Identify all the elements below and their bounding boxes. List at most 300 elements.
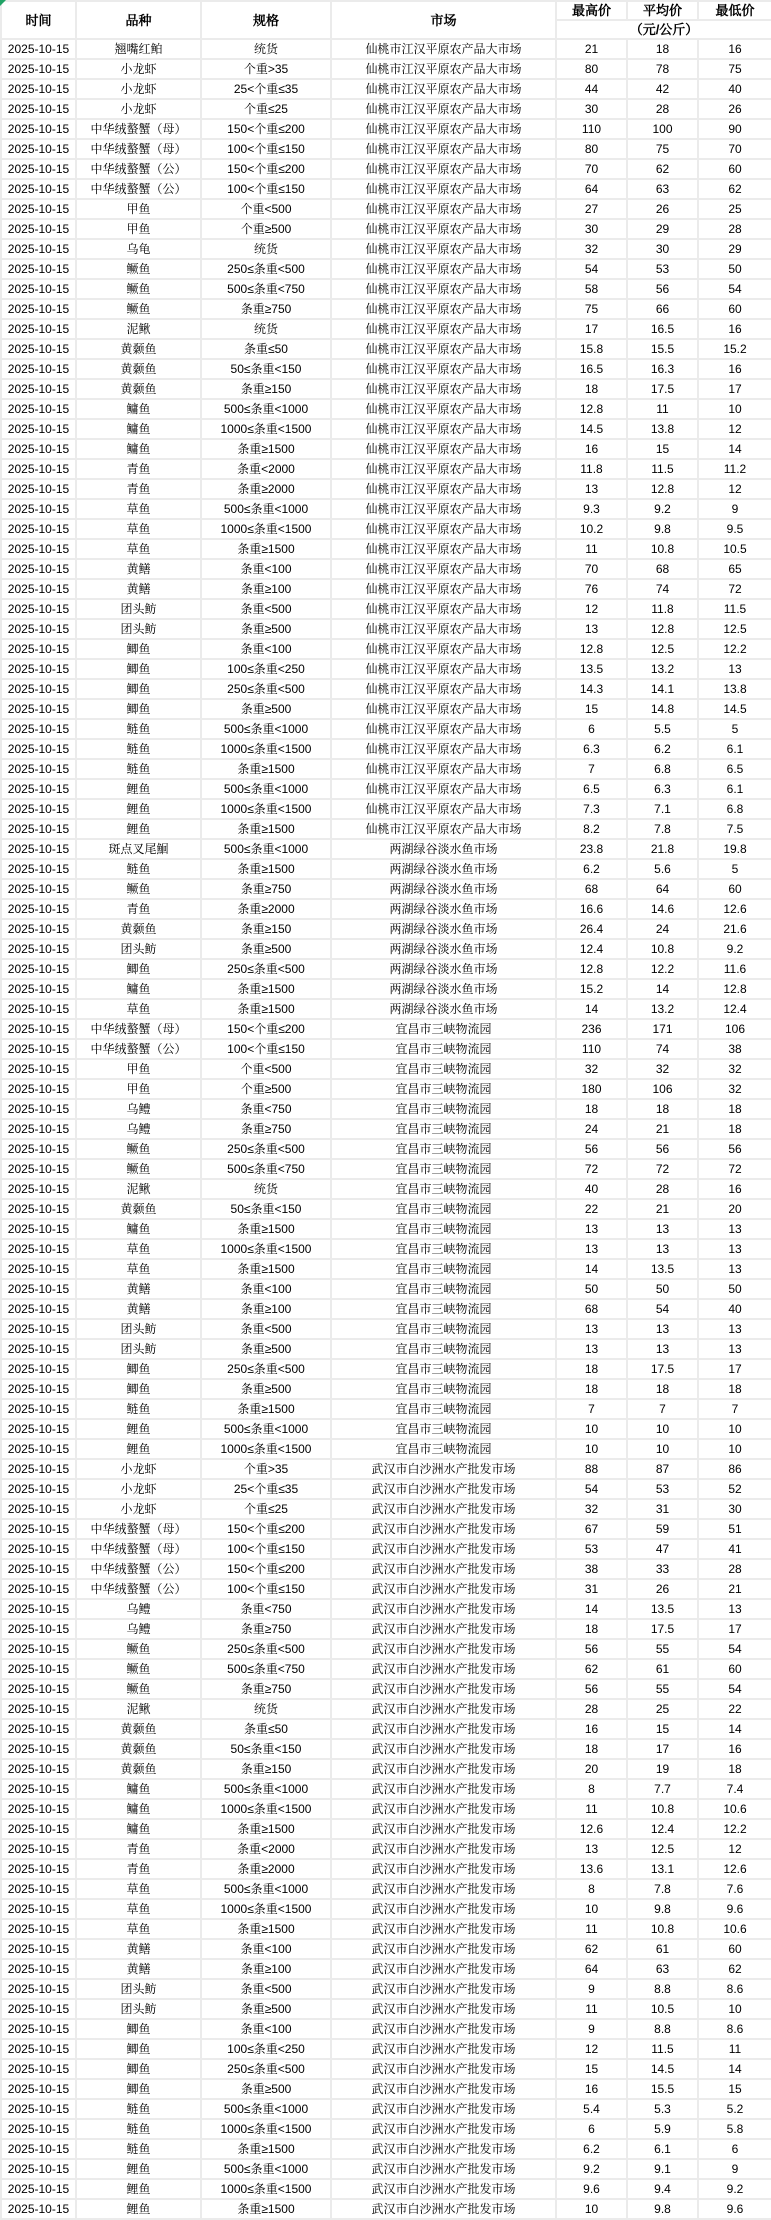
- cell-spec: 100<个重≤150: [201, 1579, 331, 1599]
- cell-variety: 小龙虾: [76, 79, 201, 99]
- cell-date: 2025-10-15: [1, 939, 76, 959]
- cell-avg-price: 13: [627, 1319, 698, 1339]
- cell-market: 武汉市白沙洲水产批发市场: [331, 2139, 556, 2159]
- cell-avg-price: 55: [627, 1639, 698, 1659]
- cell-market: 仙桃市江汉平原农产品大市场: [331, 319, 556, 339]
- cell-spec: 条重<2000: [201, 1839, 331, 1859]
- table-row: [1, 1539, 771, 1559]
- cell-avg-price: 8.8: [627, 2019, 698, 2039]
- cell-high-price: 6.2: [556, 859, 627, 879]
- cell-low-price: 13.8: [698, 679, 771, 699]
- cell-date: 2025-10-15: [1, 1059, 76, 1079]
- cell-variety: 中华绒螯蟹（公）: [76, 179, 201, 199]
- cell-high-price: 68: [556, 879, 627, 899]
- cell-spec: 统货: [201, 319, 331, 339]
- cell-market: 仙桃市江汉平原农产品大市场: [331, 159, 556, 179]
- cell-date: 2025-10-15: [1, 1439, 76, 1459]
- cell-high-price: 7: [556, 1399, 627, 1419]
- cell-avg-price: 18: [627, 1379, 698, 1399]
- cell-market: 仙桃市江汉平原农产品大市场: [331, 419, 556, 439]
- cell-variety: 鳙鱼: [76, 419, 201, 439]
- cell-avg-price: 12.2: [627, 959, 698, 979]
- cell-market: 宜昌市三峡物流园: [331, 1439, 556, 1459]
- cell-market: 武汉市白沙洲水产批发市场: [331, 1979, 556, 1999]
- cell-market: 仙桃市江汉平原农产品大市场: [331, 179, 556, 199]
- cell-avg-price: 56: [627, 279, 698, 299]
- cell-date: 2025-10-15: [1, 699, 76, 719]
- cell-date: 2025-10-15: [1, 1019, 76, 1039]
- table-row: [1, 1899, 771, 1919]
- table-row: [1, 1839, 771, 1859]
- cell-market: 仙桃市江汉平原农产品大市场: [331, 279, 556, 299]
- cell-variety: 甲鱼: [76, 1079, 201, 1099]
- cell-variety: 小龙虾: [76, 1499, 201, 1519]
- cell-avg-price: 6.8: [627, 759, 698, 779]
- cell-avg-price: 12.5: [627, 639, 698, 659]
- cell-spec: 500≤条重<1000: [201, 499, 331, 519]
- cell-high-price: 13: [556, 1339, 627, 1359]
- cell-high-price: 13: [556, 1839, 627, 1859]
- cell-spec: 500≤条重<750: [201, 1159, 331, 1179]
- cell-market: 武汉市白沙洲水产批发市场: [331, 1719, 556, 1739]
- table-row: [1, 1299, 771, 1319]
- cell-date: 2025-10-15: [1, 259, 76, 279]
- table-row: [1, 2159, 771, 2179]
- cell-variety: 鲫鱼: [76, 2059, 201, 2079]
- cell-high-price: 68: [556, 1299, 627, 1319]
- cell-low-price: 7: [698, 1399, 771, 1419]
- cell-avg-price: 32: [627, 1059, 698, 1079]
- cell-high-price: 110: [556, 119, 627, 139]
- cell-avg-price: 7.8: [627, 1879, 698, 1899]
- cell-market: 武汉市白沙洲水产批发市场: [331, 1959, 556, 1979]
- cell-low-price: 14: [698, 439, 771, 459]
- cell-market: 两湖绿谷淡水鱼市场: [331, 839, 556, 859]
- cell-variety: 鲫鱼: [76, 2039, 201, 2059]
- cell-spec: 100<个重≤150: [201, 1039, 331, 1059]
- cell-market: 宜昌市三峡物流园: [331, 1359, 556, 1379]
- cell-low-price: 13: [698, 1599, 771, 1619]
- col-header-low-price: 最低价: [698, 1, 771, 20]
- cell-variety: 黄颡鱼: [76, 339, 201, 359]
- cell-spec: 条重≥1500: [201, 759, 331, 779]
- cell-low-price: 17: [698, 1619, 771, 1639]
- cell-market: 武汉市白沙洲水产批发市场: [331, 1859, 556, 1879]
- table-row: [1, 1719, 771, 1739]
- cell-avg-price: 74: [627, 1039, 698, 1059]
- cell-date: 2025-10-15: [1, 1859, 76, 1879]
- cell-low-price: 6.1: [698, 739, 771, 759]
- cell-market: 仙桃市江汉平原农产品大市场: [331, 139, 556, 159]
- cell-low-price: 17: [698, 1359, 771, 1379]
- cell-market: 仙桃市江汉平原农产品大市场: [331, 519, 556, 539]
- cell-date: 2025-10-15: [1, 1499, 76, 1519]
- cell-date: 2025-10-15: [1, 759, 76, 779]
- cell-date: 2025-10-15: [1, 1779, 76, 1799]
- cell-market: 两湖绿谷淡水鱼市场: [331, 919, 556, 939]
- cell-low-price: 75: [698, 59, 771, 79]
- cell-market: 武汉市白沙洲水产批发市场: [331, 2039, 556, 2059]
- cell-date: 2025-10-15: [1, 319, 76, 339]
- cell-market: 武汉市白沙洲水产批发市场: [331, 1999, 556, 2019]
- cell-date: 2025-10-15: [1, 1299, 76, 1319]
- cell-spec: 100≤条重<250: [201, 659, 331, 679]
- cell-market: 仙桃市江汉平原农产品大市场: [331, 219, 556, 239]
- cell-avg-price: 9.8: [627, 2199, 698, 2219]
- table-row: [1, 2199, 771, 2219]
- cell-spec: 100<个重≤150: [201, 1539, 331, 1559]
- cell-variety: 中华绒螯蟹（公）: [76, 159, 201, 179]
- cell-avg-price: 21: [627, 1119, 698, 1139]
- cell-date: 2025-10-15: [1, 1339, 76, 1359]
- cell-low-price: 6.5: [698, 759, 771, 779]
- cell-variety: 中华绒螯蟹（母）: [76, 1519, 201, 1539]
- cell-date: 2025-10-15: [1, 919, 76, 939]
- cell-date: 2025-10-15: [1, 979, 76, 999]
- cell-date: 2025-10-15: [1, 1739, 76, 1759]
- cell-spec: 条重<2000: [201, 459, 331, 479]
- table-row: [1, 139, 771, 159]
- table-row: [1, 1199, 771, 1219]
- cell-avg-price: 14.1: [627, 679, 698, 699]
- cell-high-price: 12.8: [556, 399, 627, 419]
- cell-market: 武汉市白沙洲水产批发市场: [331, 1639, 556, 1659]
- cell-date: 2025-10-15: [1, 459, 76, 479]
- cell-low-price: 12.4: [698, 999, 771, 1019]
- table-row: [1, 1139, 771, 1159]
- cell-avg-price: 18: [627, 39, 698, 59]
- table-row: [1, 499, 771, 519]
- cell-market: 宜昌市三峡物流园: [331, 1179, 556, 1199]
- cell-spec: 500≤条重<1000: [201, 1779, 331, 1799]
- cell-avg-price: 63: [627, 179, 698, 199]
- cell-avg-price: 87: [627, 1459, 698, 1479]
- cell-high-price: 6: [556, 719, 627, 739]
- cell-spec: 条重<100: [201, 639, 331, 659]
- cell-variety: 鲤鱼: [76, 1419, 201, 1439]
- cell-low-price: 13: [698, 1219, 771, 1239]
- cell-date: 2025-10-15: [1, 1279, 76, 1299]
- cell-spec: 条重≤50: [201, 1719, 331, 1739]
- cell-date: 2025-10-15: [1, 359, 76, 379]
- cell-spec: 1000≤条重<1500: [201, 519, 331, 539]
- cell-low-price: 28: [698, 1559, 771, 1579]
- cell-low-price: 9: [698, 2159, 771, 2179]
- cell-variety: 团头鲂: [76, 939, 201, 959]
- cell-high-price: 32: [556, 239, 627, 259]
- table-row: [1, 1099, 771, 1119]
- cell-date: 2025-10-15: [1, 859, 76, 879]
- cell-variety: 黄颡鱼: [76, 1739, 201, 1759]
- cell-variety: 乌鳢: [76, 1099, 201, 1119]
- cell-avg-price: 5.9: [627, 2119, 698, 2139]
- cell-low-price: 62: [698, 179, 771, 199]
- cell-spec: 150<个重≤200: [201, 1019, 331, 1039]
- cell-low-price: 12.8: [698, 979, 771, 999]
- table-row: [1, 699, 771, 719]
- cell-variety: 乌鳢: [76, 1599, 201, 1619]
- cell-market: 武汉市白沙洲水产批发市场: [331, 1819, 556, 1839]
- cell-spec: 条重<750: [201, 1599, 331, 1619]
- cell-market: 宜昌市三峡物流园: [331, 1419, 556, 1439]
- cell-low-price: 52: [698, 1479, 771, 1499]
- cell-avg-price: 14: [627, 979, 698, 999]
- table-row: [1, 1559, 771, 1579]
- cell-spec: 1000≤条重<1500: [201, 799, 331, 819]
- table-row: [1, 1479, 771, 1499]
- cell-low-price: 10: [698, 1439, 771, 1459]
- cell-date: 2025-10-15: [1, 819, 76, 839]
- cell-date: 2025-10-15: [1, 339, 76, 359]
- cell-low-price: 5: [698, 719, 771, 739]
- cell-variety: 黄鳝: [76, 1939, 201, 1959]
- cell-avg-price: 11.8: [627, 599, 698, 619]
- cell-low-price: 86: [698, 1459, 771, 1479]
- cell-market: 仙桃市江汉平原农产品大市场: [331, 39, 556, 59]
- cell-variety: 鲢鱼: [76, 719, 201, 739]
- table-row: [1, 1239, 771, 1259]
- cell-market: 仙桃市江汉平原农产品大市场: [331, 699, 556, 719]
- cell-variety: 鳙鱼: [76, 1799, 201, 1819]
- cell-avg-price: 50: [627, 1279, 698, 1299]
- cell-variety: 甲鱼: [76, 219, 201, 239]
- cell-high-price: 15: [556, 2059, 627, 2079]
- cell-avg-price: 11.5: [627, 459, 698, 479]
- cell-avg-price: 13: [627, 1339, 698, 1359]
- cell-low-price: 21.6: [698, 919, 771, 939]
- cell-variety: 鳙鱼: [76, 1819, 201, 1839]
- cell-market: 仙桃市江汉平原农产品大市场: [331, 719, 556, 739]
- cell-spec: 条重≤50: [201, 339, 331, 359]
- cell-avg-price: 47: [627, 1539, 698, 1559]
- cell-high-price: 67: [556, 1519, 627, 1539]
- table-row: [1, 1879, 771, 1899]
- cell-spec: 150<个重≤200: [201, 119, 331, 139]
- cell-high-price: 180: [556, 1079, 627, 1099]
- cell-spec: 500≤条重<1000: [201, 2099, 331, 2119]
- cell-date: 2025-10-15: [1, 1539, 76, 1559]
- cell-market: 仙桃市江汉平原农产品大市场: [331, 359, 556, 379]
- cell-avg-price: 30: [627, 239, 698, 259]
- cell-date: 2025-10-15: [1, 139, 76, 159]
- cell-spec: 个重≥500: [201, 1079, 331, 1099]
- cell-low-price: 9.6: [698, 1899, 771, 1919]
- cell-market: 仙桃市江汉平原农产品大市场: [331, 299, 556, 319]
- cell-spec: 500≤条重<1000: [201, 779, 331, 799]
- cell-variety: 黄鳝: [76, 559, 201, 579]
- cell-low-price: 18: [698, 1119, 771, 1139]
- cell-variety: 小龙虾: [76, 59, 201, 79]
- cell-high-price: 70: [556, 159, 627, 179]
- cell-variety: 团头鲂: [76, 599, 201, 619]
- cell-avg-price: 13.8: [627, 419, 698, 439]
- cell-date: 2025-10-15: [1, 1659, 76, 1679]
- cell-high-price: 16.5: [556, 359, 627, 379]
- table-row: [1, 2179, 771, 2199]
- cell-low-price: 60: [698, 1939, 771, 1959]
- cell-avg-price: 66: [627, 299, 698, 319]
- cell-market: 宜昌市三峡物流园: [331, 1059, 556, 1079]
- table-row: [1, 659, 771, 679]
- cell-low-price: 13: [698, 1319, 771, 1339]
- cell-high-price: 13.5: [556, 659, 627, 679]
- cell-spec: 个重>35: [201, 1459, 331, 1479]
- cell-high-price: 10: [556, 2199, 627, 2219]
- cell-spec: 条重<100: [201, 559, 331, 579]
- cell-avg-price: 74: [627, 579, 698, 599]
- cell-variety: 鲤鱼: [76, 2199, 201, 2219]
- cell-spec: 条重<100: [201, 1279, 331, 1299]
- cell-date: 2025-10-15: [1, 439, 76, 459]
- cell-avg-price: 13: [627, 1219, 698, 1239]
- cell-date: 2025-10-15: [1, 1919, 76, 1939]
- cell-low-price: 12: [698, 419, 771, 439]
- cell-market: 仙桃市江汉平原农产品大市场: [331, 539, 556, 559]
- cell-low-price: 16: [698, 319, 771, 339]
- cell-spec: 条重≥500: [201, 2079, 331, 2099]
- cell-high-price: 31: [556, 1579, 627, 1599]
- cell-avg-price: 5.6: [627, 859, 698, 879]
- cell-date: 2025-10-15: [1, 579, 76, 599]
- cell-date: 2025-10-15: [1, 1179, 76, 1199]
- cell-spec: 500≤条重<1000: [201, 1879, 331, 1899]
- cell-high-price: 11: [556, 1919, 627, 1939]
- cell-high-price: 32: [556, 1499, 627, 1519]
- cell-low-price: 15: [698, 2079, 771, 2099]
- cell-spec: 1000≤条重<1500: [201, 419, 331, 439]
- cell-variety: 鲢鱼: [76, 2139, 201, 2159]
- cell-avg-price: 21: [627, 1199, 698, 1219]
- cell-avg-price: 75: [627, 139, 698, 159]
- col-header-spec: 规格: [201, 1, 331, 39]
- cell-date: 2025-10-15: [1, 2019, 76, 2039]
- cell-date: 2025-10-15: [1, 1199, 76, 1219]
- cell-market: 仙桃市江汉平原农产品大市场: [331, 579, 556, 599]
- table-row: [1, 1599, 771, 1619]
- cell-avg-price: 7.8: [627, 819, 698, 839]
- table-row: [1, 119, 771, 139]
- table-row: [1, 1959, 771, 1979]
- cell-date: 2025-10-15: [1, 159, 76, 179]
- cell-high-price: 14.3: [556, 679, 627, 699]
- cell-variety: 中华绒螯蟹（母）: [76, 119, 201, 139]
- cell-spec: 个重≥500: [201, 219, 331, 239]
- cell-spec: 条重≥500: [201, 939, 331, 959]
- cell-date: 2025-10-15: [1, 199, 76, 219]
- cell-spec: 条重≥1500: [201, 819, 331, 839]
- table-row: [1, 979, 771, 999]
- cell-avg-price: 14.8: [627, 699, 698, 719]
- cell-variety: 小龙虾: [76, 1479, 201, 1499]
- cell-date: 2025-10-15: [1, 239, 76, 259]
- cell-spec: 条重≥500: [201, 619, 331, 639]
- cell-high-price: 10.2: [556, 519, 627, 539]
- cell-high-price: 21: [556, 39, 627, 59]
- cell-high-price: 11: [556, 1799, 627, 1819]
- cell-avg-price: 10.8: [627, 1799, 698, 1819]
- cell-variety: 鳜鱼: [76, 1659, 201, 1679]
- cell-variety: 乌鳢: [76, 1619, 201, 1639]
- cell-variety: 鳙鱼: [76, 399, 201, 419]
- cell-low-price: 62: [698, 1959, 771, 1979]
- table-row: [1, 599, 771, 619]
- cell-spec: 150<个重≤200: [201, 1519, 331, 1539]
- table-row: [1, 579, 771, 599]
- cell-market: 宜昌市三峡物流园: [331, 1079, 556, 1099]
- cell-avg-price: 10.5: [627, 1999, 698, 2019]
- cell-avg-price: 24: [627, 919, 698, 939]
- cell-high-price: 16.6: [556, 899, 627, 919]
- table-row: [1, 519, 771, 539]
- cell-date: 2025-10-15: [1, 1839, 76, 1859]
- cell-low-price: 30: [698, 1499, 771, 1519]
- cell-spec: 个重≤25: [201, 1499, 331, 1519]
- cell-market: 武汉市白沙洲水产批发市场: [331, 2099, 556, 2119]
- cell-market: 仙桃市江汉平原农产品大市场: [331, 659, 556, 679]
- cell-high-price: 18: [556, 1619, 627, 1639]
- cell-low-price: 12: [698, 479, 771, 499]
- cell-high-price: 13: [556, 619, 627, 639]
- cell-date: 2025-10-15: [1, 1319, 76, 1339]
- cell-date: 2025-10-15: [1, 1559, 76, 1579]
- cell-low-price: 41: [698, 1539, 771, 1559]
- cell-date: 2025-10-15: [1, 379, 76, 399]
- cell-spec: 1000≤条重<1500: [201, 1799, 331, 1819]
- table-row: [1, 1339, 771, 1359]
- cell-spec: 1000≤条重<1500: [201, 1439, 331, 1459]
- cell-high-price: 18: [556, 1099, 627, 1119]
- cell-date: 2025-10-15: [1, 479, 76, 499]
- table-row: [1, 719, 771, 739]
- cell-high-price: 18: [556, 1379, 627, 1399]
- cell-high-price: 64: [556, 179, 627, 199]
- cell-low-price: 12.6: [698, 899, 771, 919]
- cell-high-price: 16: [556, 2079, 627, 2099]
- cell-variety: 甲鱼: [76, 199, 201, 219]
- cell-avg-price: 28: [627, 1179, 698, 1199]
- cell-low-price: 60: [698, 299, 771, 319]
- cell-date: 2025-10-15: [1, 2139, 76, 2159]
- cell-date: 2025-10-15: [1, 1579, 76, 1599]
- cell-low-price: 16: [698, 359, 771, 379]
- cell-high-price: 110: [556, 1039, 627, 1059]
- cell-variety: 黄鳝: [76, 1299, 201, 1319]
- table-row: [1, 1059, 771, 1079]
- cell-date: 2025-10-15: [1, 2059, 76, 2079]
- table-row: [1, 39, 771, 59]
- cell-market: 仙桃市江汉平原农产品大市场: [331, 799, 556, 819]
- cell-spec: 条重≥1500: [201, 1919, 331, 1939]
- table-row: [1, 359, 771, 379]
- cell-variety: 泥鳅: [76, 319, 201, 339]
- table-row: [1, 1979, 771, 1999]
- cell-variety: 黄鳝: [76, 1279, 201, 1299]
- cell-market: 仙桃市江汉平原农产品大市场: [331, 399, 556, 419]
- cell-avg-price: 53: [627, 259, 698, 279]
- cell-market: 宜昌市三峡物流园: [331, 1119, 556, 1139]
- cell-date: 2025-10-15: [1, 1079, 76, 1099]
- cell-market: 仙桃市江汉平原农产品大市场: [331, 759, 556, 779]
- cell-avg-price: 68: [627, 559, 698, 579]
- cell-high-price: 18: [556, 1739, 627, 1759]
- cell-low-price: 20: [698, 1199, 771, 1219]
- cell-low-price: 18: [698, 1379, 771, 1399]
- cell-variety: 黄颡鱼: [76, 359, 201, 379]
- cell-low-price: 14: [698, 2059, 771, 2079]
- table-row: [1, 379, 771, 399]
- cell-date: 2025-10-15: [1, 2039, 76, 2059]
- cell-high-price: 6.5: [556, 779, 627, 799]
